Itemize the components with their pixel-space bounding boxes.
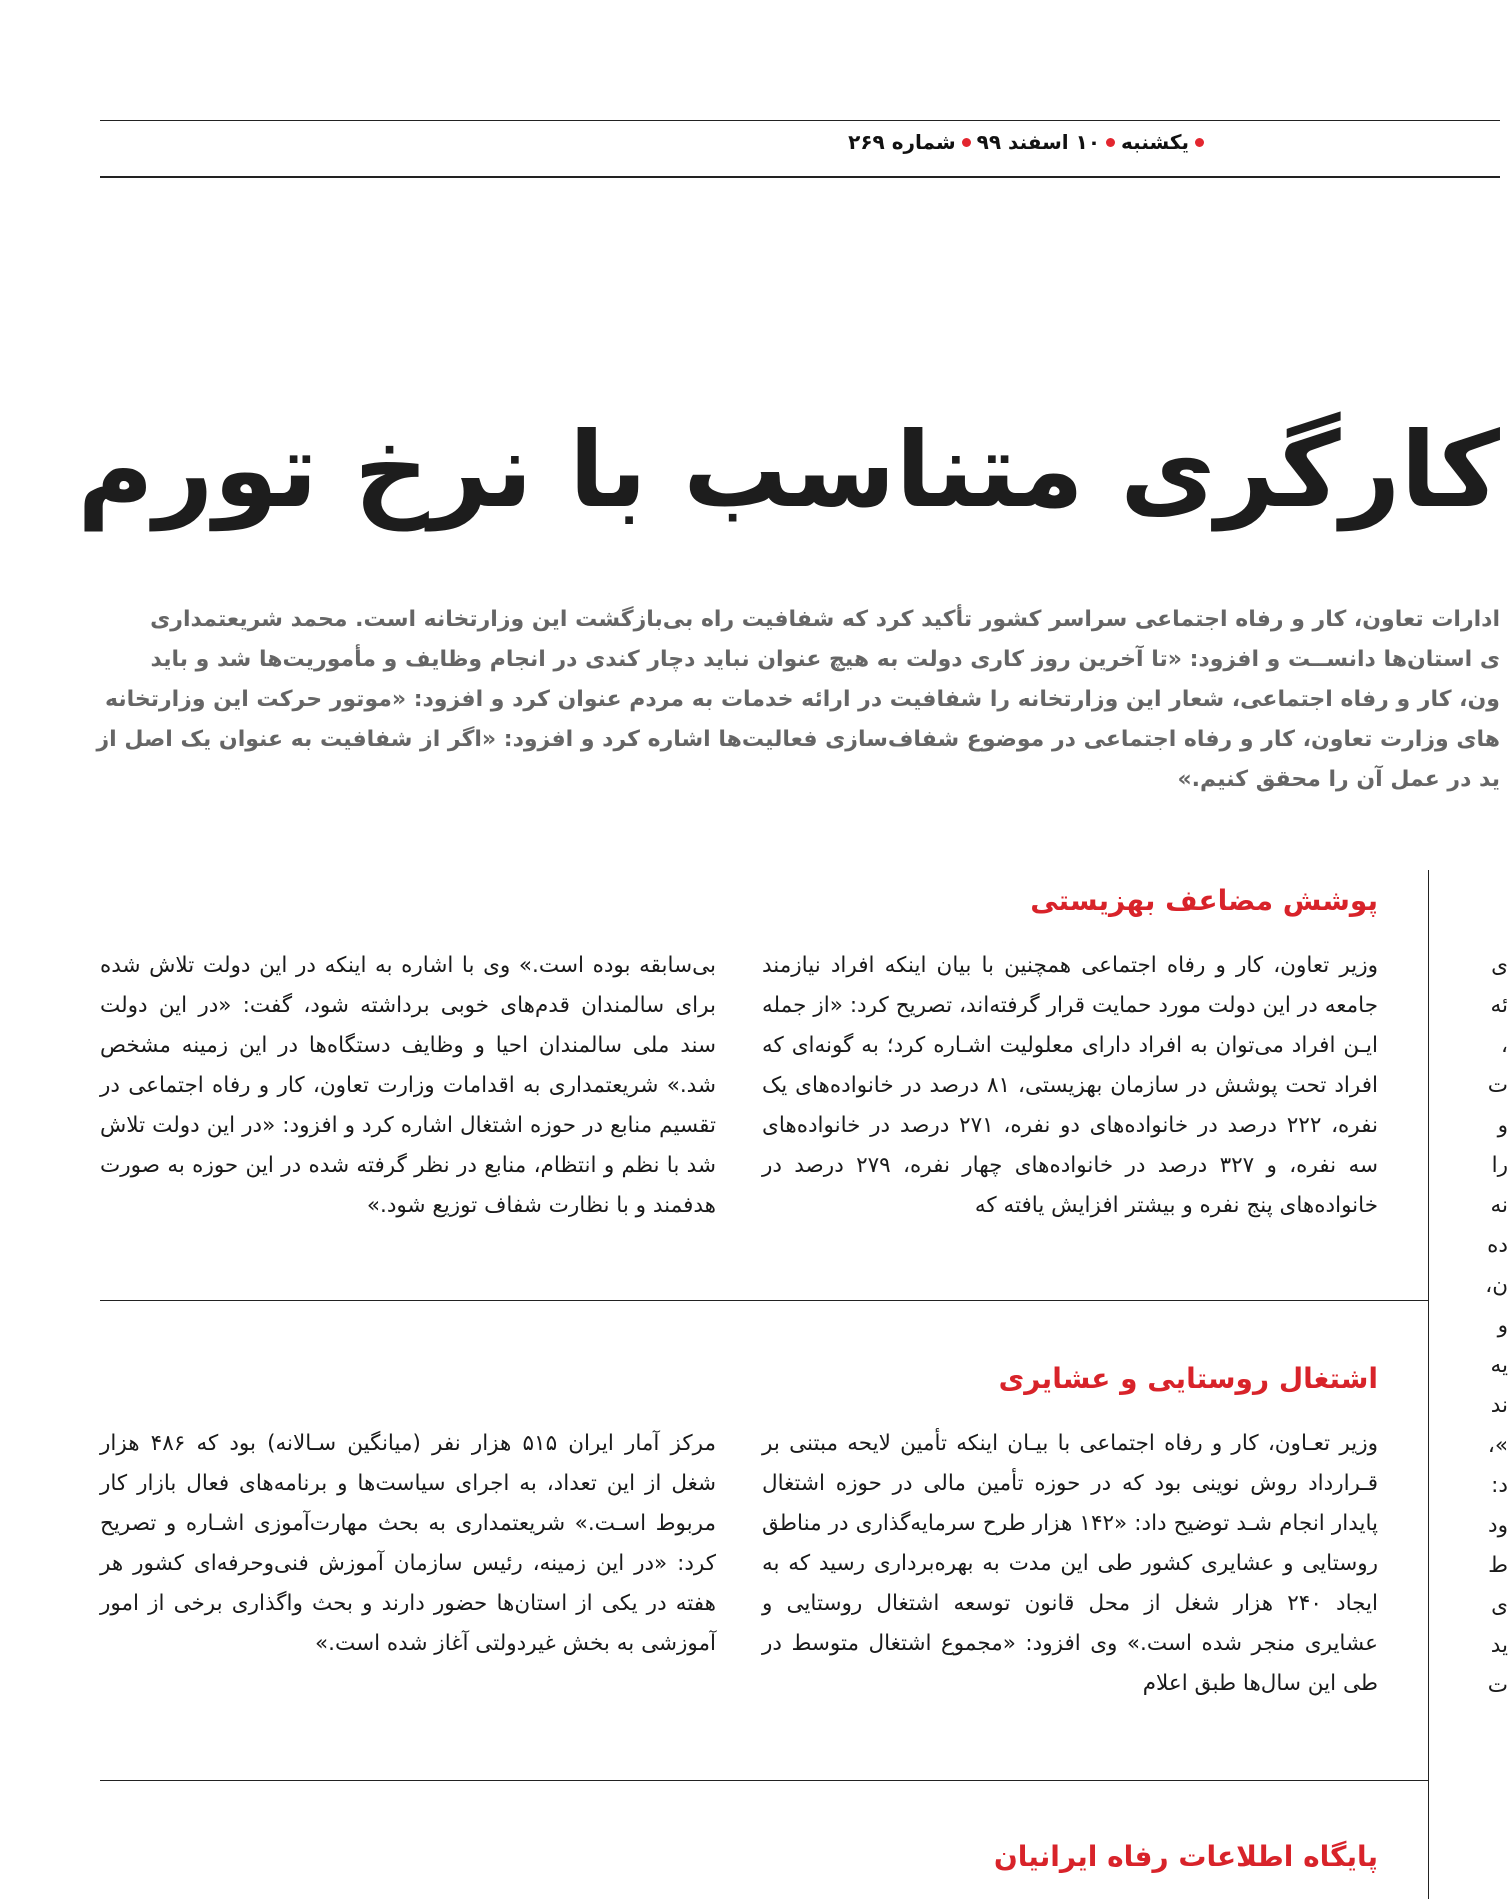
header-issue-number: شماره ۲۶۹ xyxy=(848,130,956,154)
section-title-welfare-database: پایگاه اطلاعات رفاه ایرانیان xyxy=(993,1840,1378,1873)
header-top-rule xyxy=(100,120,1500,121)
edge-column-line: و xyxy=(1497,1113,1508,1138)
edge-column-line: ده xyxy=(1487,1233,1508,1258)
edge-column-line: ت xyxy=(1487,1673,1508,1698)
page-headline: کارگری متناسب با نرخ تورم xyxy=(77,409,1500,531)
edge-column-line: ند xyxy=(1490,1393,1508,1418)
edge-column-line: ت xyxy=(1487,1073,1508,1098)
section-1-left-column: بی‌سابقه بوده است.» وی با اشاره به اینکه در این دولت تلاش شده برای سالمندان قدم‌های خوبی برداشته شود، گفت: «در این دولت سند ملی سالمندان احیا و وظایف دستگاه‌ها در این زمینه مشخص شد.» شریعتمداری به اقدامات وزارت تعاون، کار و رفاه اجتماعی در تقسیم منابع در حوزه اشتغال اشاره کرد و افزود: «در این دولت تلاش شد با نظم و انتظام، منابع در نظر گرفته شده در این حوزه به صورت هدفمند و با نظارت شفاف توزیع شود.» xyxy=(100,953,716,1218)
section-title-rural-employment: اشتغال روستایی و عشایری xyxy=(998,1362,1378,1395)
edge-column-line: ئه xyxy=(1490,993,1508,1018)
bullet-icon xyxy=(962,138,971,147)
lead-line: ون، کار و رفاه اجتماعی، شعار این وزارتخانه را شفافیت در ارائه خدمات به مردم عنوان کرد و افزود: «موتور حرکت این وزارتخانه xyxy=(104,687,1500,712)
bullet-icon xyxy=(1195,138,1204,147)
header-day: یکشنبه xyxy=(1121,130,1189,154)
lead-line: ی استان‌ها دانســت و افزود: «تا آخرین روز کاری دولت به هیچ عنوان نباید دچار کندی در انجام وظایف و مأموریت‌ها شد و باید xyxy=(150,647,1500,672)
edge-column-line: د: xyxy=(1491,1473,1508,1498)
header-date: ۱۰ اسفند ۹۹ xyxy=(976,130,1101,154)
edge-column-line: و xyxy=(1497,1313,1508,1338)
edge-column-line: ط xyxy=(1488,1553,1508,1578)
section-divider xyxy=(100,1300,1428,1301)
edge-column-line: ، xyxy=(1501,1033,1508,1058)
edge-column-line: ی xyxy=(1491,953,1508,978)
section-2-right-column: وزیر تعـاون، کار و رفاه اجتماعی با بیـان اینکه تأمین لایحه مبتنی بر قـرارداد روش نوینی بود که در حوزه تأمین مالی در حوزه اشتغال پایدار انجام شـد توضیح داد: «۱۴۲ هزار طرح سرمایه‌گذاری در مناطق روستایی و عشایری کشور طی این مدت به بهره‌برداری رسید که به ایجاد ۲۴۰ هزار شغل از محل قانون توسعه اشتغال روستایی و عشایری منجر شده است.» وی افزود: «مجموع اشتغال متوسط در طی این سال‌ها طبق اعلام xyxy=(762,1431,1378,1696)
edge-column-line: نه xyxy=(1490,1193,1508,1218)
edge-column-line: ود xyxy=(1488,1513,1508,1538)
lead-line: ید در عمل آن را محقق کنیم.» xyxy=(1177,767,1500,792)
section-divider xyxy=(100,1780,1428,1781)
header-bottom-rule xyxy=(100,176,1500,178)
lead-line: ادارات تعاون، کار و رفاه اجتماعی سراسر کشور تأکید کرد که شفافیت راه بی‌بازگشت این وزارتخانه است. محمد شریعتمداری xyxy=(150,607,1500,632)
section-title-welfare-coverage: پوشش مضاعف بهزیستی xyxy=(1030,884,1378,917)
edge-column xyxy=(1478,946,1508,1706)
column-divider xyxy=(1428,870,1429,1899)
edge-column-line: را xyxy=(1491,1153,1508,1178)
edge-column-line: »، xyxy=(1487,1433,1508,1458)
lead-line: های وزارت تعاون، کار و رفاه اجتماعی در موضوع شفاف‌سازی فعالیت‌ها اشاره کرد و افزود: «اگر از شفافیت به عنوان یک اصل از xyxy=(96,727,1500,752)
issue-header xyxy=(848,130,1210,154)
section-1-right-column: وزیر تعاون، کار و رفاه اجتماعی همچنین با بیان اینکه افراد نیازمند جامعه در این دولت مورد حمایت قرار گرفته‌اند، تصریح کرد: «از جمله ایـن افراد می‌توان به افراد دارای معلولیت اشـاره کرد؛ به گونه‌ای که افراد تحت پوشش در سازمان بهزیستی، ۸۱ درصد در خانواده‌های یک نفره، ۲۲۲ درصد در خانواده‌های دو نفره، ۲۷۱ درصد در خانواده‌های سه نفره، و ۳۲۷ درصد در خانواده‌های چهار نفره، ۲۷۹ درصد در خانواده‌های پنج نفره و بیشتر افزایش یافته که xyxy=(762,953,1379,1218)
edge-column-line: ن، xyxy=(1485,1273,1508,1298)
edge-column-line: یه xyxy=(1490,1353,1508,1378)
bullet-icon xyxy=(1106,138,1115,147)
section-2-left-column: مرکز آمار ایران ۵۱۵ هزار نفر (میانگین سـالانه) بود که ۴۸۶ هزار شغل از این تعداد، به اجرای سیاست‌ها و برنامه‌های فعال بازار کار مربوط اسـت.» شریعتمداری به بحث مهارت‌آموزی اشـاره و تصریح کرد: «در این زمینه، رئیس سازمان آموزش فنی‌وحرفه‌ای کشور هر هفته در یکی از استان‌ها حضور دارند و بحث واگذاری برخی از امور آموزشی به بخش غیردولتی آغاز شده است.» xyxy=(100,1431,716,1656)
edge-column-line: ی xyxy=(1491,1593,1508,1618)
edge-column-line: ید xyxy=(1490,1633,1508,1658)
